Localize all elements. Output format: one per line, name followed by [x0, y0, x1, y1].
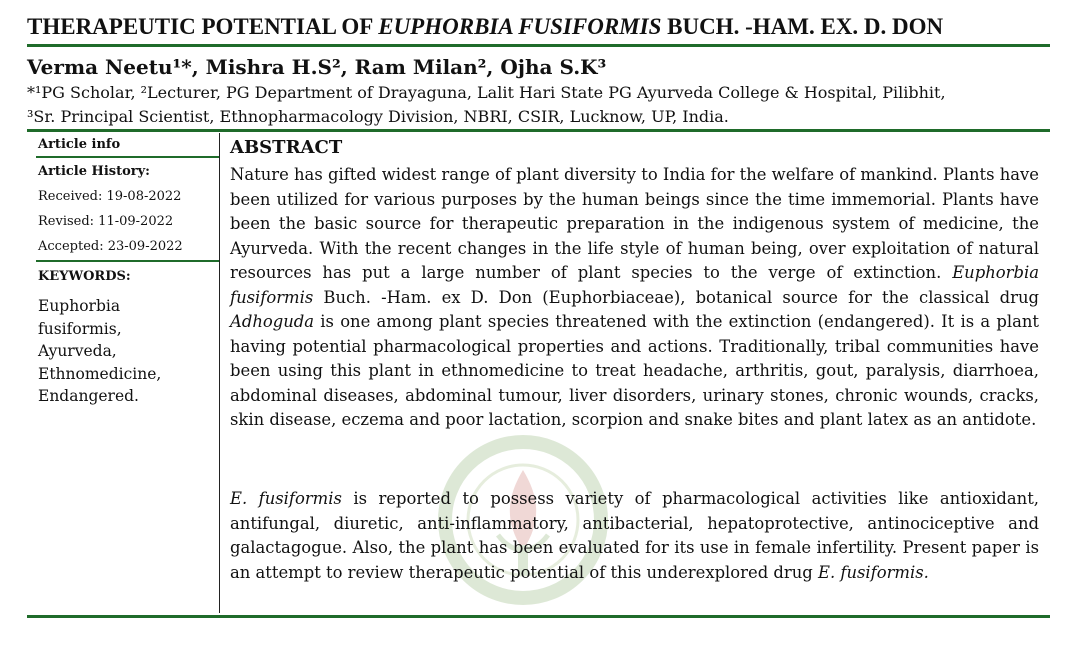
- affiliation-line-2: ³Sr. Principal Scientist, Ethnopharmacology Division, NBRI, CSIR, Lucknow, UP, India.: [27, 107, 729, 126]
- keywords-list: [38, 295, 218, 408]
- article-info-heading: Article info: [38, 137, 121, 152]
- article-history-heading: Article History:: [38, 164, 150, 179]
- paper-title: THERAPEUTIC POTENTIAL OF EUPHORBIA FUSIFORMIS BUCH. -HAM. EX. D. DON: [27, 14, 944, 39]
- article-info-rule: [36, 156, 219, 158]
- keyword-item: Ayurveda,: [38, 342, 117, 360]
- keyword-item: Ethnomedicine,: [38, 364, 162, 383]
- revised-date: Revised: 11-09-2022: [38, 214, 174, 229]
- footer-rule: [27, 615, 1050, 618]
- history-rule: [36, 260, 219, 262]
- keyword-item: Endangered.: [38, 387, 139, 405]
- header-rule: [27, 129, 1050, 132]
- received-date: Received: 19-08-2022: [38, 189, 182, 204]
- keyword-item: fusiformis,: [38, 319, 122, 338]
- abstract-paragraph-2: E. fusiformis is reported to possess variety of pharmacological activities like antioxidant, antifungal, diuretic, anti-inflammatory, antibacterial, hepatoprotective, antinociceptive and galactagogue. Also, the plant has been evaluated for its use in female infertility. Present paper is an attempt to review therapeutic potential of this underexplored drug E. fusiformis.: [230, 489, 1039, 582]
- affiliation-line-1: *¹PG Scholar, ²Lecturer, PG Department of Drayaguna, Lalit Hari State PG Ayurveda College & Hospital, Pilibhit,: [27, 83, 946, 102]
- column-divider: [219, 133, 220, 613]
- abstract-paragraph-1: Nature has gifted widest range of plant diversity to India for the welfare of mankind. Plants have been utilized for various purposes by the human beings since the time immemorial. Plants have been the basic source for therapeutic preparation in the indigenous system of medicine, the Ayurveda. With the recent changes in the life style of human being, over exploitation of natural resources has put a large number of plant species to the verge of extinction. Euphorbia fusiformis Buch. -Ham. ex D. Don (Euphorbiaceae), botanical source for the classical drug Adhoguda is one among plant species threatened with the extinction (endangered). It is a plant having potential pharmacological properties and actions. Traditionally, tribal communities have been using this plant in ethnomedicine to treat headache, arthritis, gout, paralysis, diarrhoea, abdominal diseases, abdominal tumour, liver disorders, urinary stones, chronic wounds, cracks, skin disease, eczema and poor lactation, scorpion and snake bites and plant latex as an antidote.: [230, 165, 1039, 429]
- accepted-date: Accepted: 23-09-2022: [38, 239, 183, 254]
- keyword-item: Euphorbia: [38, 297, 121, 315]
- keywords-heading: KEYWORDS:: [38, 269, 131, 284]
- abstract-heading: ABSTRACT: [230, 137, 343, 158]
- article-info-sidebar: [27, 133, 220, 613]
- author-list: Verma Neetu¹*, Mishra H.S², Ram Milan², Ojha S.K³: [27, 55, 607, 79]
- title-rule: [27, 44, 1050, 47]
